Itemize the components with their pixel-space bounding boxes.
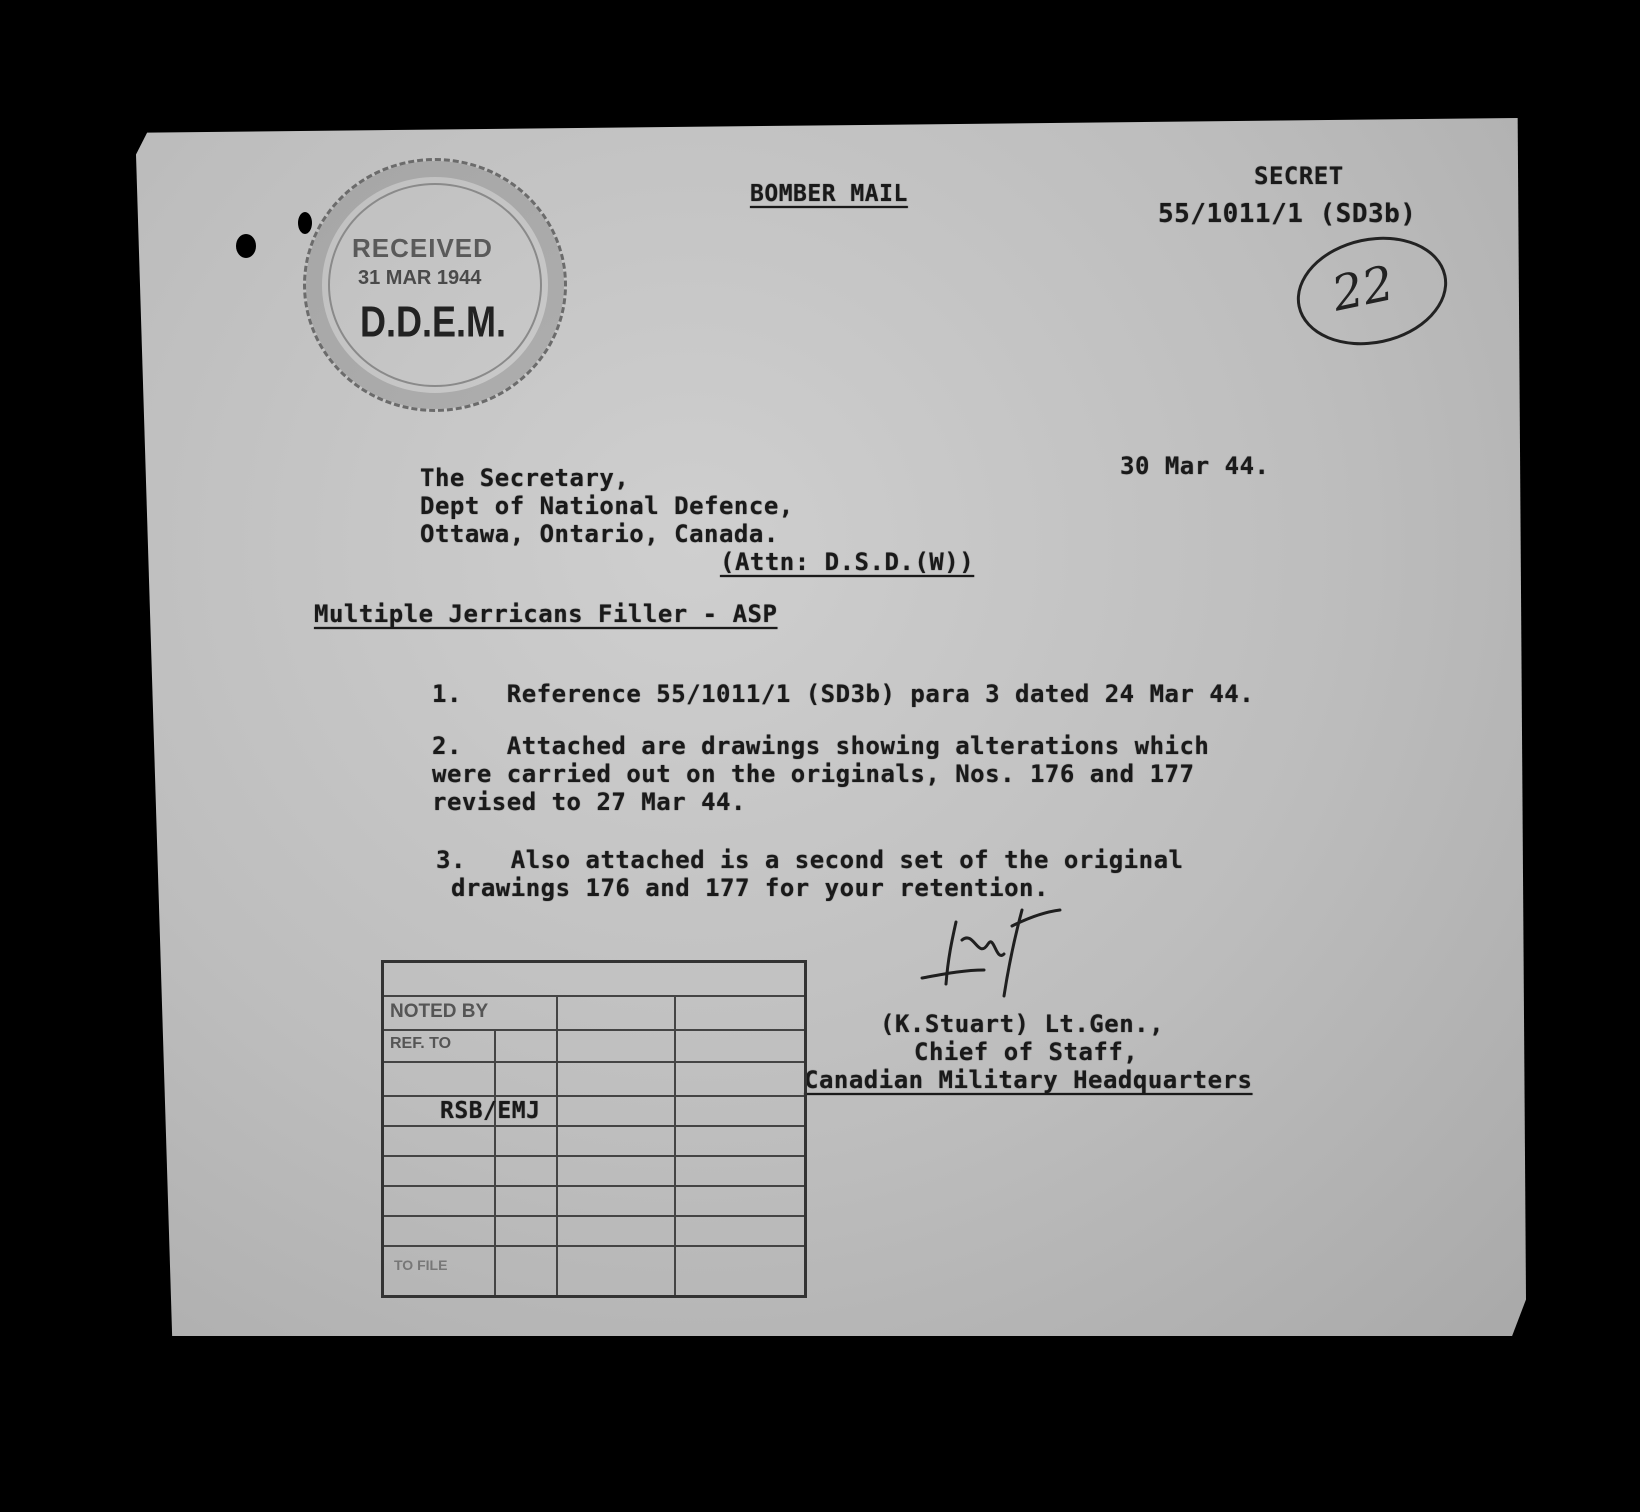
address-line-3: Ottawa, Ontario, Canada. bbox=[420, 520, 779, 548]
bomber-mail-header: BOMBER MAIL bbox=[750, 181, 908, 207]
signatory-name: (K.Stuart) Lt.Gen., bbox=[880, 1010, 1165, 1038]
noted-by-label: NOTED BY bbox=[390, 1001, 489, 1022]
paragraph-2-line-3: revised to 27 Mar 44. bbox=[432, 788, 746, 816]
paragraph-3-line-2: drawings 176 and 177 for your retention. bbox=[436, 874, 1049, 902]
signatory-organization: Canadian Military Headquarters bbox=[804, 1066, 1253, 1094]
attention-line: (Attn: D.S.D.(W)) bbox=[720, 548, 975, 576]
paragraph-2-line-1: 2. Attached are drawings showing alterations which bbox=[432, 732, 1210, 760]
subject-line: Multiple Jerricans Filler - ASP bbox=[314, 600, 778, 628]
paragraph-1-line-1: 1. Reference 55/1011/1 (SD3b) para 3 dated 24 Mar 44. bbox=[432, 680, 1255, 708]
address-line-2: Dept of National Defence, bbox=[420, 492, 794, 520]
stamp-date-text: 31 MAR 1944 bbox=[358, 267, 482, 289]
address-line-1: The Secretary, bbox=[420, 464, 630, 492]
paragraph-3-line-1: 3. Also attached is a second set of the original bbox=[436, 846, 1184, 874]
folio-number: 22 bbox=[1327, 255, 1399, 323]
letter-date: 30 Mar 44. bbox=[1120, 452, 1270, 480]
to-file-label: TO FILE bbox=[394, 1257, 448, 1273]
classification-label: SECRET bbox=[1254, 162, 1344, 190]
routing-initials: RSB/EMJ bbox=[440, 1098, 541, 1124]
stamp-received-text: RECEIVED bbox=[352, 233, 493, 263]
punch-hole-right bbox=[298, 212, 312, 234]
stamp-department-text: D.D.E.M. bbox=[360, 296, 507, 346]
handwritten-signature bbox=[904, 900, 1084, 1010]
received-stamp bbox=[303, 158, 567, 412]
paragraph-2-line-2: were carried out on the originals, Nos. 176 and 177 bbox=[432, 760, 1195, 788]
file-reference: 55/1011/1 (SD3b) bbox=[1158, 199, 1417, 229]
signatory-title: Chief of Staff, bbox=[914, 1038, 1139, 1066]
routing-box bbox=[381, 960, 807, 1298]
punch-hole-left bbox=[236, 234, 256, 258]
ref-to-label: REF. TO bbox=[390, 1035, 452, 1052]
